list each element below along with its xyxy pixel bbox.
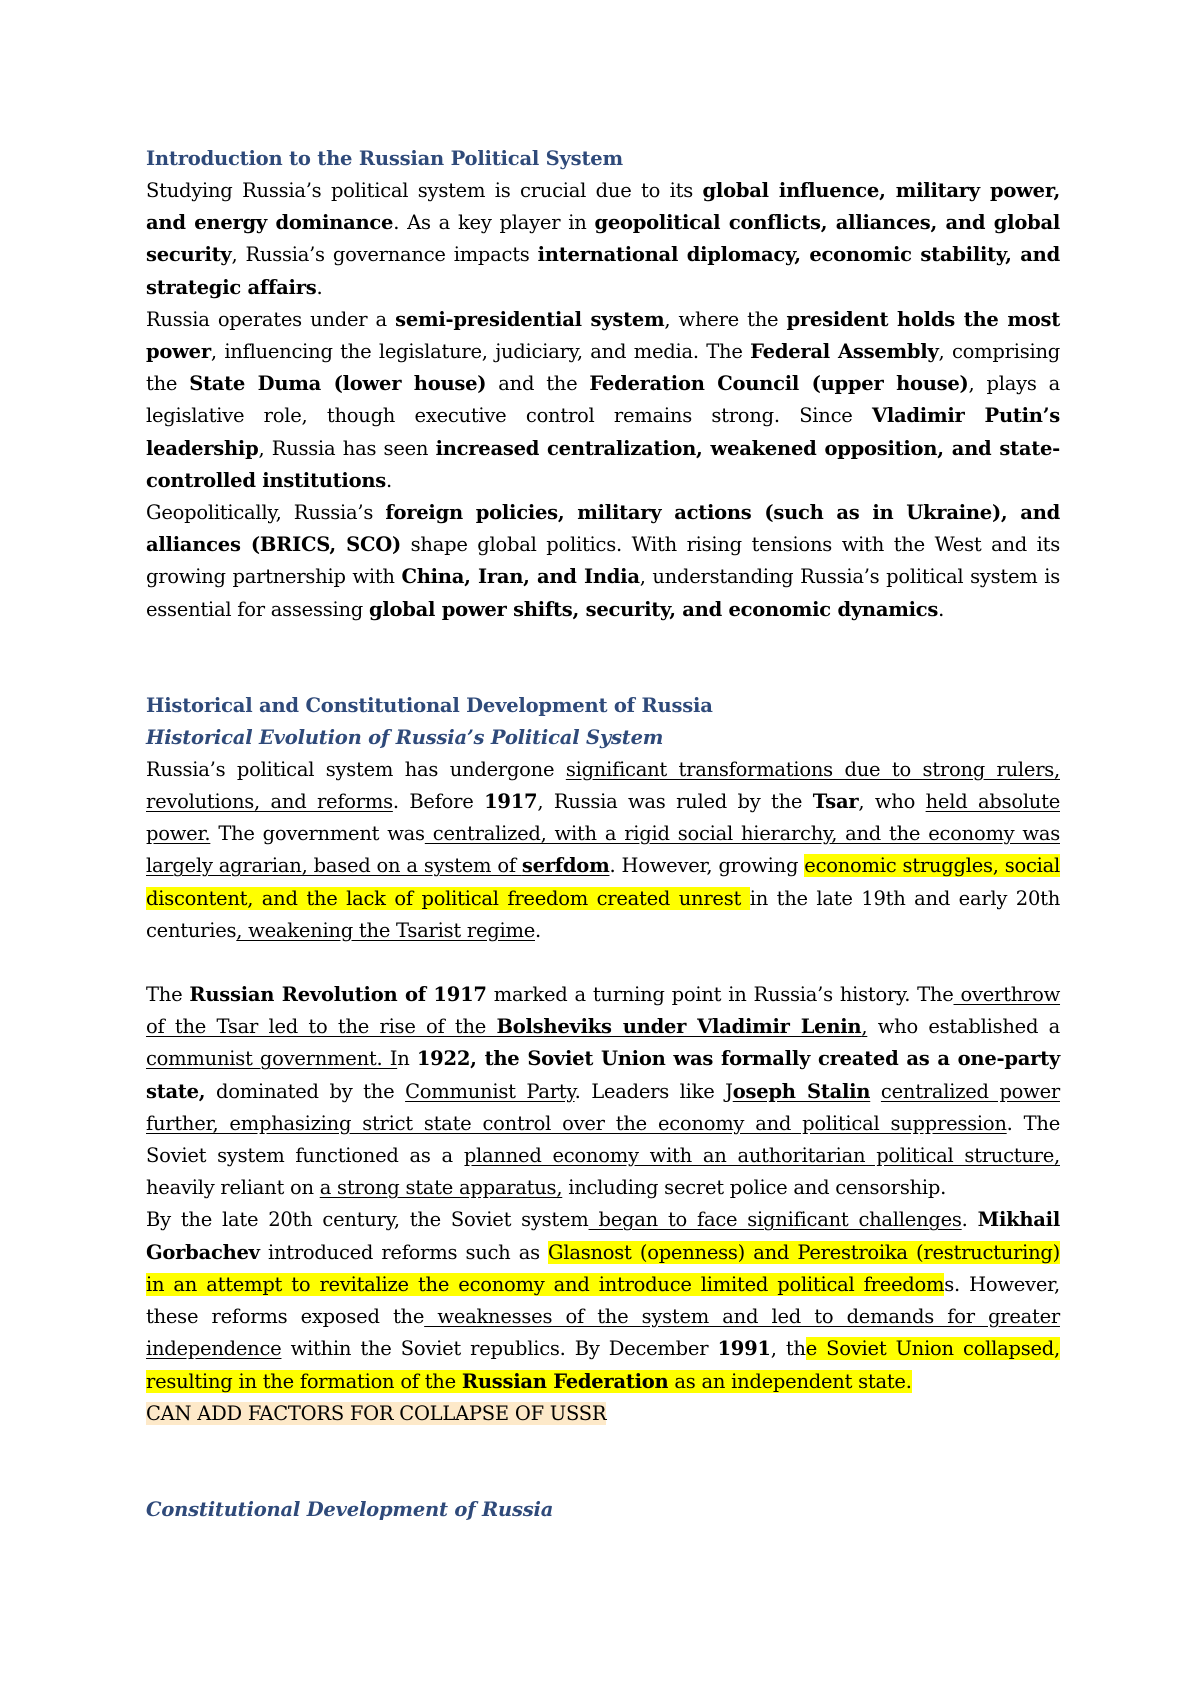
- text-run: weaknesses of the system and led to demands for greater independence: [146, 1305, 1060, 1361]
- text-run: , who: [858, 790, 926, 814]
- text-run: as an independent state.: [668, 1369, 912, 1393]
- text-run: dominated by the: [205, 1079, 406, 1103]
- text-run: global influence, military power, and energy dominance: [146, 179, 1060, 235]
- text-run: , comprising the: [146, 340, 1060, 396]
- text-run: economic struggles, social discontent, and the lack of political freedom created unrest: [146, 854, 1061, 910]
- text-run: China, Iran, and India: [401, 565, 640, 589]
- text-run: Tsar: [812, 790, 859, 814]
- text-run: The: [146, 983, 190, 1007]
- text-run: . Leaders like J: [574, 1079, 733, 1103]
- text-run: . The Soviet system functioned as a: [146, 1111, 1060, 1168]
- spacer: [146, 1430, 1060, 1494]
- text-run: including secret police and censorship.: [562, 1176, 947, 1200]
- text-run: planned economy with an authoritarian political structure,: [463, 1144, 1060, 1168]
- text-run: foreign policies, military actions (such as in Ukraine), and alliances (BRICS, SCO): [146, 501, 1060, 557]
- text-run: began to face significant challenges: [588, 1208, 962, 1232]
- spacer: [146, 626, 1060, 690]
- subheading-historical-evolution: Historical Evolution of Russia’s Political System: [146, 725, 664, 749]
- text-run: Glasnost (openness) and Perestroika (restructuring) in an attempt to revitalize the economy and introduce limited political freedom: [146, 1240, 1060, 1296]
- section-heading-history: Historical and Constitutional Development of Russia: [146, 693, 713, 717]
- editor-note: [146, 1398, 1060, 1430]
- text-run: global power shifts, security, and economic dynamics: [368, 597, 939, 621]
- text-run: who established a: [867, 1015, 1060, 1039]
- text-run: .: [938, 597, 945, 621]
- text-run: a strong state apparatus,: [319, 1176, 563, 1200]
- text-run: 1917: [484, 790, 538, 814]
- text-run: international diplomacy, economic stability, and strategic affairs: [146, 243, 1060, 299]
- text-run: Mikhail Gorbachev: [146, 1208, 1060, 1264]
- text-run: , where the: [664, 307, 787, 331]
- intro-paragraph-2: [146, 304, 1060, 497]
- text-run: Bolsheviks under Vladimir Lenin: [496, 1015, 862, 1039]
- text-run: .: [385, 468, 392, 492]
- text-run: Geopolitically, Russia’s: [146, 501, 386, 525]
- text-run: centralized, with a rigid social hierarchy, and the economy was largely agrarian, based on a system of: [146, 822, 1060, 878]
- text-run: State Duma (lower house): [189, 372, 487, 396]
- editor-note-text: CAN ADD FACTORS FOR COLLAPSE OF USSR: [146, 1401, 607, 1425]
- text-run: , weakening the Tsarist regime: [236, 918, 535, 942]
- section-heading-intro: Introduction to the Russian Political System: [146, 147, 623, 170]
- text-run: and the: [486, 372, 590, 396]
- text-run: ,: [861, 1015, 868, 1039]
- text-run: heavily reliant on: [146, 1176, 320, 1200]
- text-run: shape global politics. With rising tensions with the West and its growing partnership with: [146, 533, 1060, 589]
- text-run: s. However, these reforms exposed the: [146, 1272, 1060, 1329]
- text-run: Federal Assembly: [750, 340, 939, 364]
- text-run: overthrow of the Tsar led to the rise of the: [146, 983, 1061, 1039]
- text-run: e Soviet Union collapsed, resulting in the formation of the: [146, 1337, 1060, 1393]
- text-run: introduced reforms such as: [259, 1240, 549, 1264]
- text-run: n: [397, 1047, 417, 1071]
- history-paragraph-1: [146, 754, 1060, 947]
- text-run: . Before: [392, 790, 485, 814]
- text-run: significant transformations due to strong rulers, revolutions, and reforms: [146, 757, 1060, 814]
- text-run: , Russia’s governance impacts: [231, 243, 538, 267]
- text-run: oseph Stalin: [732, 1079, 871, 1103]
- text-run: . However, growing: [609, 854, 805, 878]
- text-run: , Russia was ruled by the: [537, 790, 813, 814]
- text-run: Russian Revolution of 1917: [189, 983, 487, 1007]
- history-paragraph-2: [146, 979, 1060, 1204]
- text-run: , plays a legislative role, though executive control remains strong. Since: [146, 372, 1060, 428]
- text-run: By the late 20th century, the Soviet system: [146, 1208, 589, 1232]
- text-run: , th: [770, 1337, 806, 1361]
- text-run: Communist Party: [405, 1079, 575, 1103]
- spacer: [146, 947, 1060, 979]
- text-run: [870, 1080, 881, 1103]
- text-run: serfdom: [521, 854, 610, 878]
- text-run: Russia’s political system has undergone: [146, 757, 566, 781]
- text-run: . As a key player in: [393, 211, 595, 235]
- intro-paragraph-3: [146, 497, 1060, 626]
- text-run: in the late 19th and early 20th centuries: [146, 886, 1061, 942]
- text-run: 1922, the Soviet Union was formally created as a one-party state,: [146, 1047, 1060, 1103]
- history-paragraph-3: [146, 1204, 1060, 1397]
- text-run: communist government. I: [146, 1047, 398, 1071]
- text-run: Federation Council (upper house): [589, 372, 969, 396]
- text-run: increased centralization, weakened opposition, and state-controlled institutions: [146, 436, 1060, 492]
- text-run: , understanding Russia’s political system is essential for assessing: [146, 565, 1060, 621]
- text-run: , Russia has seen: [258, 436, 436, 460]
- text-run: .: [535, 918, 541, 942]
- text-run: Russia operates under a: [146, 307, 396, 331]
- text-run: Studying Russia’s political system is crucial due to its: [146, 179, 703, 202]
- text-run: geopolitical conflicts, alliances, and global security: [146, 211, 1061, 267]
- text-run: president holds the most power: [146, 307, 1060, 364]
- text-run: Vladimir Putin’s leadership: [146, 404, 1060, 460]
- text-run: centralized power further, emphasizing strict state control over the economy and political suppression: [146, 1079, 1060, 1135]
- text-run: held absolute power.: [146, 790, 1060, 846]
- text-run: marked a turning point in Russia’s history. The: [486, 983, 954, 1007]
- text-run: .: [316, 275, 323, 299]
- text-run: .: [961, 1208, 978, 1232]
- text-run: The government was: [210, 822, 425, 846]
- subheading-constitutional-development: Constitutional Development of Russia: [146, 1497, 554, 1521]
- text-run: semi-presidential system: [395, 307, 665, 331]
- text-run: , influencing the legislature, judiciary, and media. The: [210, 340, 751, 364]
- text-run: Russian Federation: [461, 1369, 669, 1393]
- text-run: within the Soviet republics. By December: [281, 1337, 718, 1361]
- intro-paragraph-1: [146, 175, 1060, 304]
- text-run: 1991: [717, 1337, 771, 1361]
